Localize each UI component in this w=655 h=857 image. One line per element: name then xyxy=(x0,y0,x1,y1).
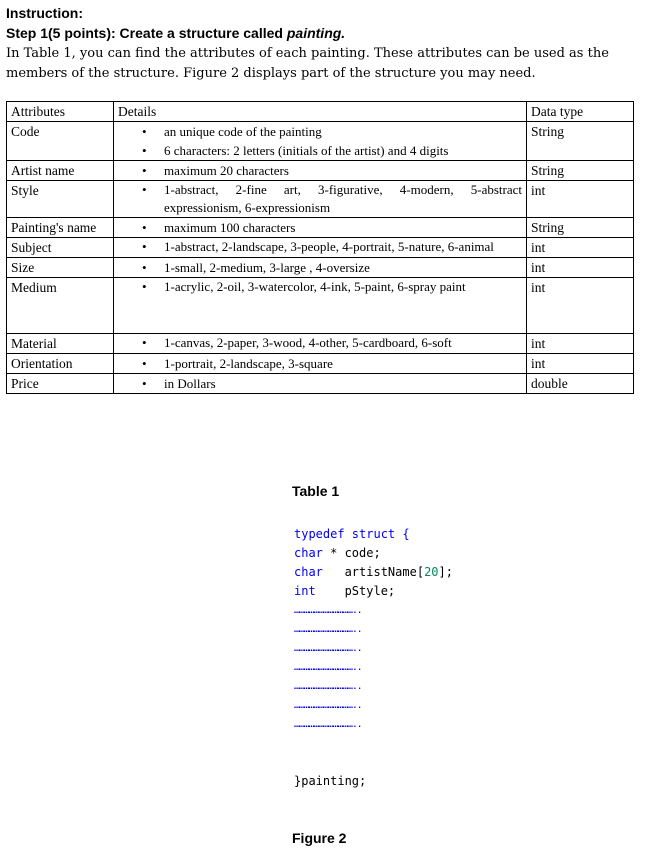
list-item: • maximum 100 characters xyxy=(164,218,522,237)
type-cell: String xyxy=(527,218,634,238)
list-item: • 1-small, 2-medium, 3-large , 4-oversize xyxy=(164,258,522,277)
code-text: * code; xyxy=(322,546,381,560)
list-item: • in Dollars xyxy=(164,374,522,393)
type-cell: int xyxy=(527,258,634,278)
type-cell: double xyxy=(527,374,634,394)
table-header-row xyxy=(7,102,634,122)
attribute-cell: Artist name xyxy=(7,161,114,181)
code-text: artistName[ xyxy=(322,565,425,579)
placeholder-line: ……………………………….. xyxy=(294,605,362,616)
code-spacer xyxy=(294,734,453,772)
details-cell xyxy=(114,218,527,238)
intro-paragraph: In Table 1, you can find the attributes of each painting. These attributes can be used as the members of the structure. Figure 2 displays part of the structure you may need. xyxy=(6,46,609,81)
placeholder-line: ……………………………….. xyxy=(294,643,362,654)
code-line xyxy=(294,563,453,582)
code-keyword: char xyxy=(294,565,323,579)
code-text: ]; xyxy=(438,565,453,579)
code-line xyxy=(294,582,453,601)
table-row xyxy=(7,238,634,258)
details-cell xyxy=(114,181,527,218)
code-line xyxy=(294,544,453,563)
type-cell: int xyxy=(527,278,634,334)
table-row xyxy=(7,218,634,238)
details-cell xyxy=(114,334,527,354)
type-cell: String xyxy=(527,161,634,181)
instruction-title: Instruction: xyxy=(6,5,83,21)
attribute-cell: Code xyxy=(7,122,114,161)
placeholder-line: ……………………………….. xyxy=(294,624,362,635)
table-row xyxy=(7,374,634,394)
type-cell: int xyxy=(527,354,634,374)
table-caption: Table 1 xyxy=(292,483,340,499)
figure-caption: Figure 2 xyxy=(292,830,347,846)
code-keyword: typedef struct { xyxy=(294,527,410,541)
code-keyword: char xyxy=(294,546,323,560)
code-number: 20 xyxy=(424,565,439,579)
table-row xyxy=(7,122,634,161)
details-cell xyxy=(114,238,527,258)
details-cell xyxy=(114,161,527,181)
attribute-cell: Orientation xyxy=(7,354,114,374)
attributes-table xyxy=(6,101,634,394)
header-details: Details xyxy=(114,102,527,122)
type-cell: int xyxy=(527,334,634,354)
table-row xyxy=(7,278,634,334)
code-figure xyxy=(294,525,453,791)
attribute-cell: Medium xyxy=(7,278,114,334)
list-item: • maximum 20 characters xyxy=(164,161,522,180)
placeholder-line: ……………………………….. xyxy=(294,700,362,711)
header-attributes: Attributes xyxy=(7,102,114,122)
header-data-type: Data type xyxy=(527,102,634,122)
list-item: • 1-portrait, 2-landscape, 3-square xyxy=(164,354,522,373)
placeholder-line: ……………………………….. xyxy=(294,662,362,673)
attribute-cell: Price xyxy=(7,374,114,394)
details-cell xyxy=(114,374,527,394)
attribute-cell: Material xyxy=(7,334,114,354)
placeholder-line: ……………………………….. xyxy=(294,681,362,692)
details-cell xyxy=(114,278,527,334)
placeholder-line: ……………………………….. xyxy=(294,719,362,730)
table-row xyxy=(7,181,634,218)
code-line xyxy=(294,525,453,544)
step-heading-emphasis: painting. xyxy=(286,25,346,41)
table-row xyxy=(7,354,634,374)
step-heading xyxy=(6,23,646,43)
list-item: • 1-acrylic, 2-oil, 3-watercolor, 4-ink, 5-paint, 6-spray paint xyxy=(164,278,522,296)
attribute-cell: Painting's name xyxy=(7,218,114,238)
code-line: }painting; xyxy=(294,774,367,788)
table-row xyxy=(7,161,634,181)
list-item: • 1-abstract, 2-landscape, 3-people, 4-portrait, 5-nature, 6-animal xyxy=(164,238,522,256)
details-cell xyxy=(114,354,527,374)
attribute-cell: Subject xyxy=(7,238,114,258)
details-cell xyxy=(114,122,527,161)
list-item: • 1-abstract, 2-fine art, 3-figurative, 4-modern, 5-abstract expressionism, 6-expressionism xyxy=(164,181,522,217)
instruction-header xyxy=(6,4,646,84)
code-text: pStyle; xyxy=(315,584,396,598)
type-cell: String xyxy=(527,122,634,161)
type-cell: int xyxy=(527,238,634,258)
details-cell xyxy=(114,258,527,278)
table-row xyxy=(7,334,634,354)
attribute-cell: Size xyxy=(7,258,114,278)
list-item: • 1-canvas, 2-paper, 3-wood, 4-other, 5-cardboard, 6-soft xyxy=(164,334,522,352)
attribute-cell: Style xyxy=(7,181,114,218)
code-keyword: int xyxy=(294,584,316,598)
table-row xyxy=(7,258,634,278)
step-heading-text: Step 1(5 points): Create a structure called xyxy=(6,25,287,41)
list-item: • an unique code of the painting xyxy=(164,122,522,141)
type-cell: int xyxy=(527,181,634,218)
list-item: • 6 characters: 2 letters (initials of the artist) and 4 digits xyxy=(164,141,522,160)
